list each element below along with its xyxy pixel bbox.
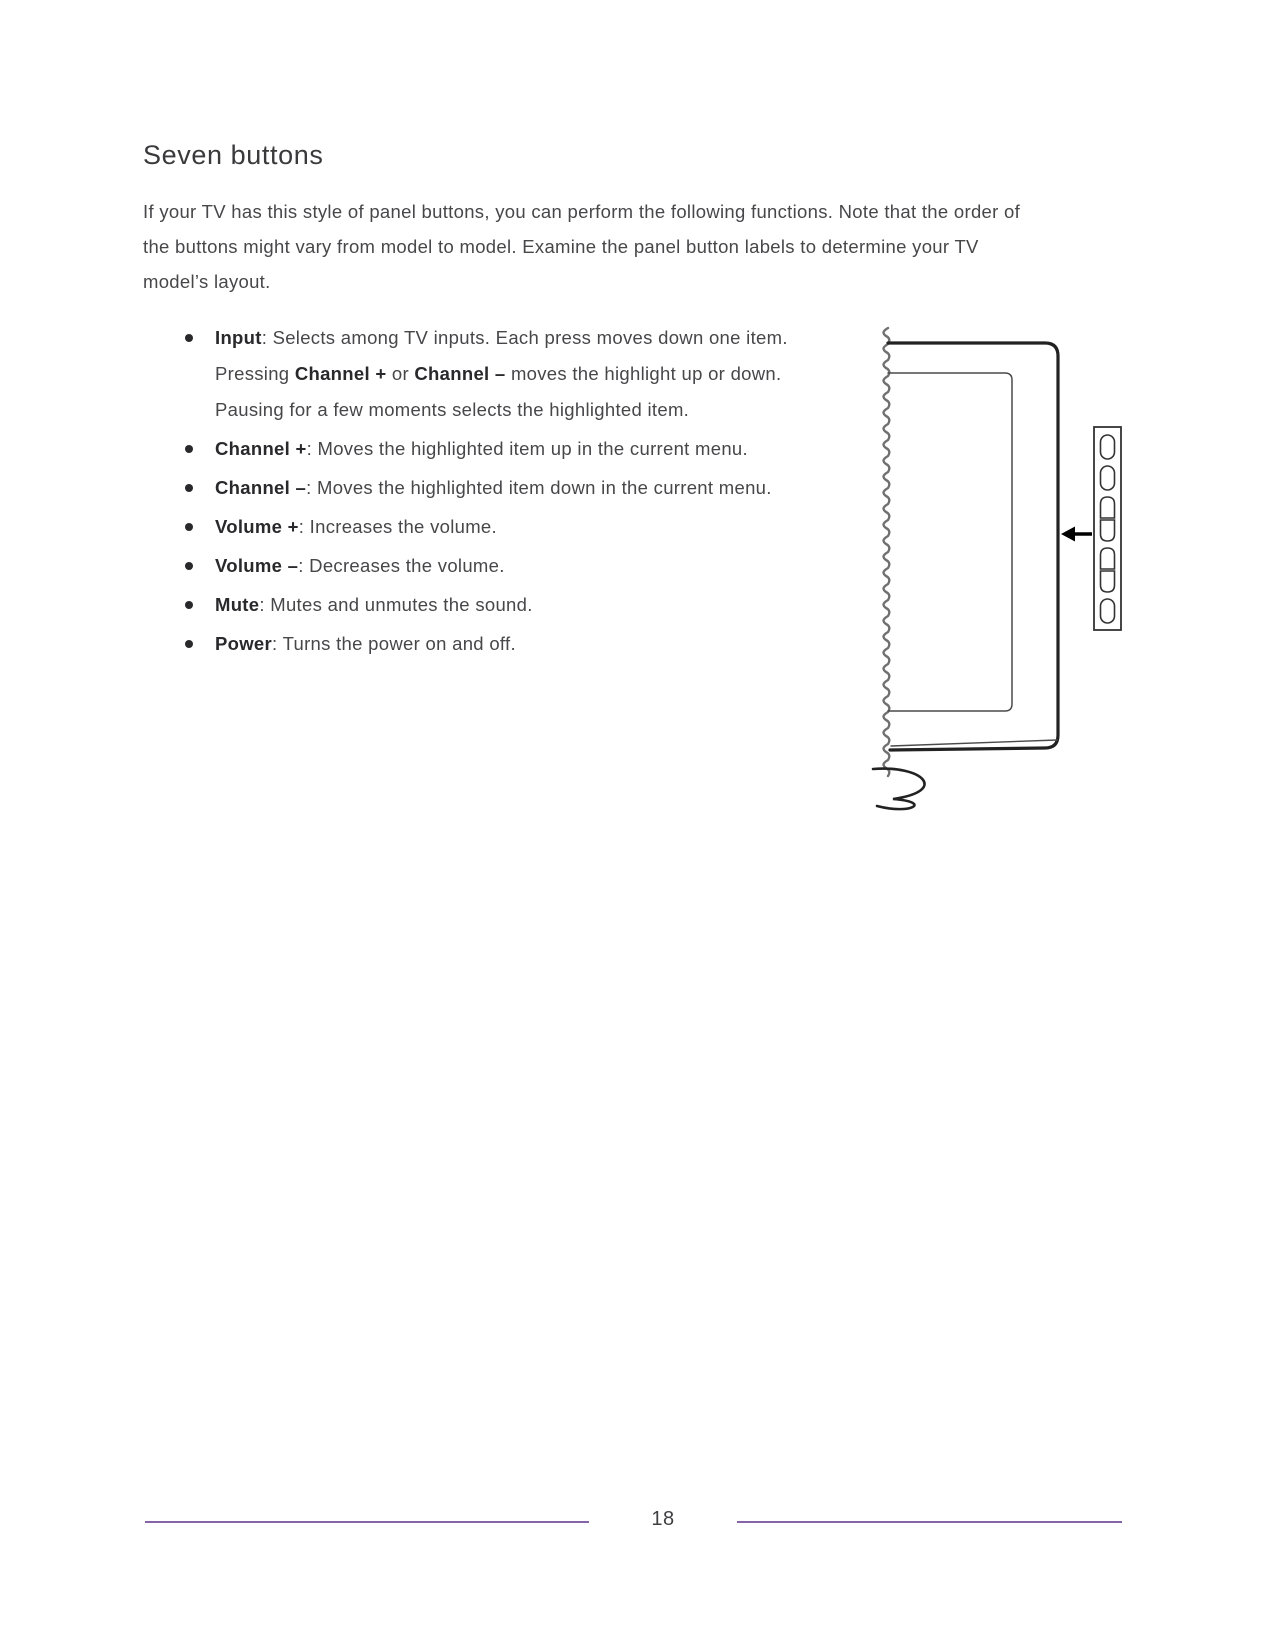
side-button-panel — [1094, 427, 1121, 630]
page-number: 18 — [651, 1508, 675, 1530]
list-item: Power: Turns the power on and off. — [143, 626, 835, 662]
footer-rule-right — [737, 1521, 1122, 1523]
panel-rocker-2-up — [1101, 548, 1115, 569]
panel-button-2 — [1101, 466, 1115, 490]
list-item: Mute: Mutes and unmutes the sound. — [143, 587, 835, 623]
tv-screen-outline — [888, 373, 1012, 711]
bullet-dot-icon — [185, 484, 193, 492]
list-item: Volume +: Increases the volume. — [143, 509, 835, 545]
bullet-dot-icon — [185, 334, 193, 342]
button-functions-list — [143, 320, 843, 665]
tv-bottom-edge-line — [891, 740, 1057, 746]
panel-button-1 — [1101, 435, 1115, 459]
list-item: Volume –: Decreases the volume. — [143, 548, 835, 584]
pointer-arrow-icon — [1061, 527, 1092, 542]
bullet-dot-icon — [185, 562, 193, 570]
bullet-dot-icon — [185, 523, 193, 531]
bullet-dot-icon — [185, 445, 193, 453]
tv-stand — [873, 769, 925, 810]
panel-rocker-1-down — [1101, 520, 1115, 541]
list-item: Input: Selects among TV inputs. Each press moves down one item. Pressing Channel + or Channel – moves the highlight up or down. Pausing for a few moments selects the highlighted item. — [143, 320, 835, 428]
page-title: Seven buttons — [143, 140, 324, 170]
panel-rocker-2-down — [1101, 571, 1115, 592]
list-item: Channel +: Moves the highlighted item up in the current menu. — [143, 431, 835, 467]
bullet-dot-icon — [185, 601, 193, 609]
torn-edge-line — [884, 328, 890, 776]
list-item: Channel –: Moves the highlighted item down in the current menu. — [143, 470, 835, 506]
tv-outline — [888, 343, 1058, 750]
footer-rule-left — [145, 1521, 589, 1523]
panel-rocker-1-up — [1101, 497, 1115, 518]
tv-diagram — [835, 315, 1135, 825]
intro-paragraph: If your TV has this style of panel buttons, you can perform the following functions. Note that the order of the buttons might vary from model to model. Examine the panel button labels to determine your TV model’s layout. — [143, 201, 1021, 292]
bullet-dot-icon — [185, 640, 193, 648]
panel-button-7 — [1101, 599, 1115, 623]
